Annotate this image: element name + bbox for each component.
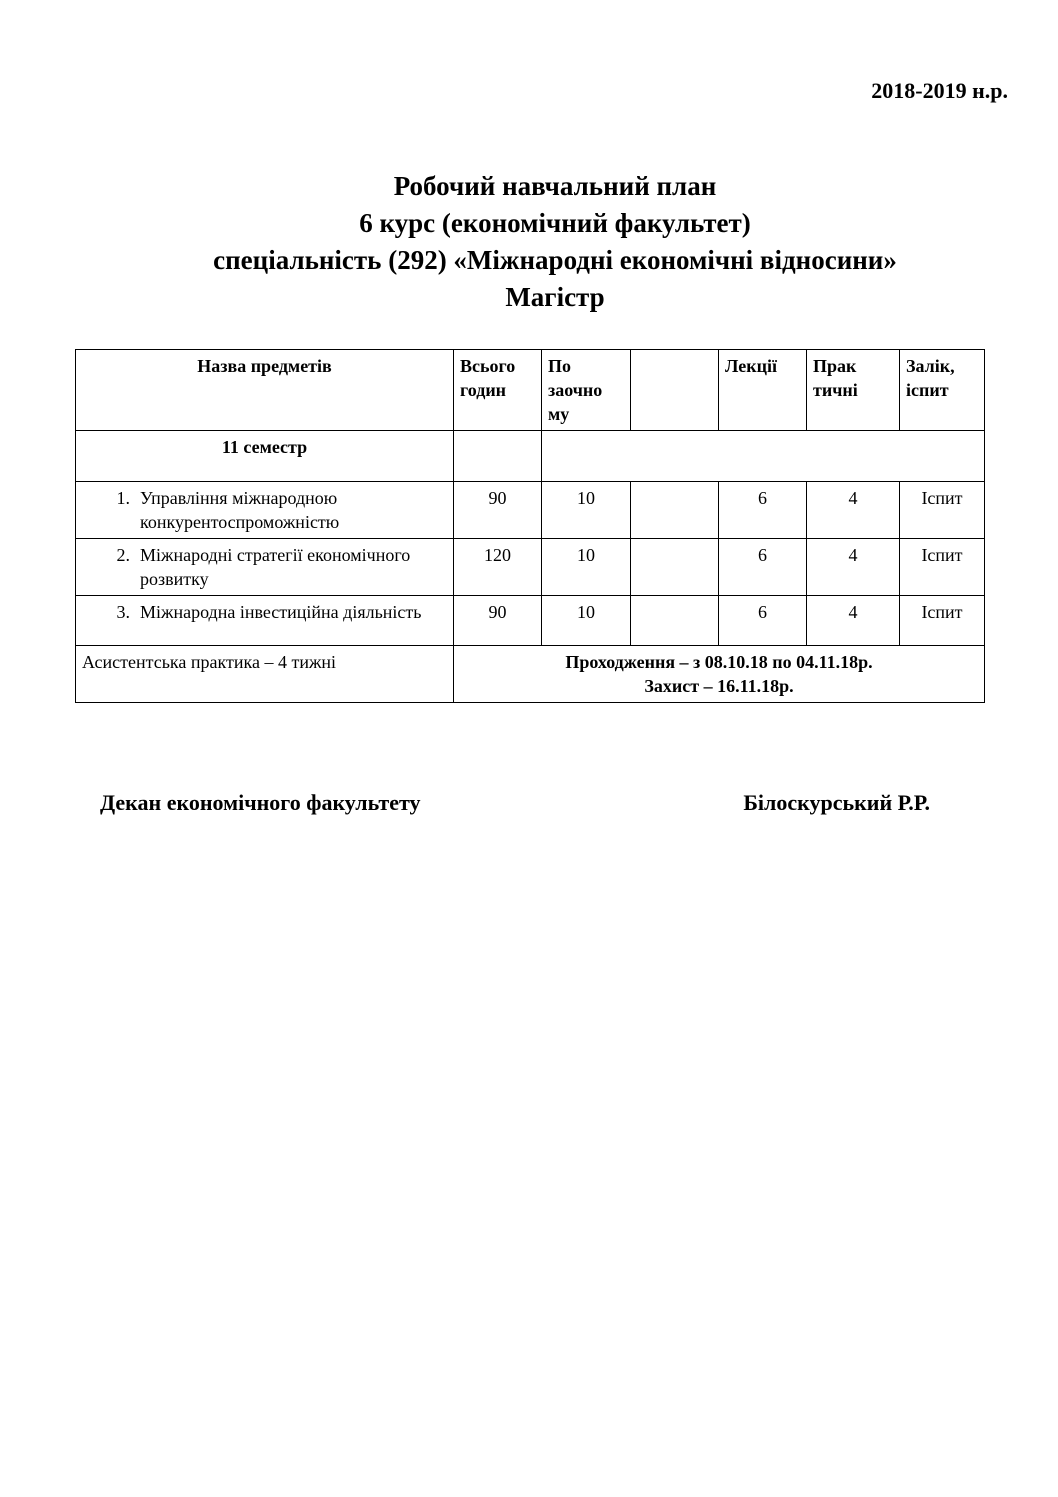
semester-row (76, 431, 985, 482)
lecture-hours: 6 (719, 596, 807, 646)
signature-block (100, 790, 930, 816)
dean-name: Білоскурський Р.Р. (743, 790, 930, 815)
practical-hours: 4 (807, 596, 900, 646)
lecture-hours: 6 (719, 482, 807, 539)
title-line-4: Магістр (505, 282, 605, 312)
blank-cell (631, 482, 719, 539)
practice-defense: Захист – 16.11.18р. (644, 676, 794, 696)
header-extramural: По заочно му (542, 350, 631, 431)
header-name: Назва предметів (76, 350, 454, 431)
subject-number: 3. (116, 602, 130, 622)
total-hours: 90 (454, 596, 542, 646)
practice-label: Асистентська практика – 4 тижні (76, 646, 454, 703)
document-title-block (0, 168, 1058, 316)
subject-number: 2. (116, 545, 130, 565)
subject-name: Управління міжнародною конкурентоспроможністю (140, 488, 340, 532)
extramural-hours: 10 (542, 539, 631, 596)
practice-period: Проходження – з 08.10.18 по 04.11.18р. (565, 652, 873, 672)
assessment-type: Іспит (900, 596, 985, 646)
semester-merged-cell (542, 431, 985, 482)
practical-hours: 4 (807, 539, 900, 596)
table-row (76, 482, 985, 539)
practical-hours: 4 (807, 482, 900, 539)
header-total-hours: Всього годин (454, 350, 542, 431)
blank-cell (631, 596, 719, 646)
practice-row (76, 646, 985, 703)
academic-year: 2018-2019 н.р. (871, 78, 1008, 103)
subject-cell (76, 482, 454, 539)
title-line-2: 6 курс (економічний факультет) (359, 208, 751, 238)
curriculum-table (75, 349, 985, 703)
semester-empty-cell (454, 431, 542, 482)
total-hours: 90 (454, 482, 542, 539)
header-lectures: Лекції (719, 350, 807, 431)
extramural-hours: 10 (542, 596, 631, 646)
header-assessment: Залік, іспит (900, 350, 985, 431)
title-line-3: спеціальність (292) «Міжнародні економічні відносини» (213, 245, 897, 275)
table-row (76, 539, 985, 596)
header-practical: Прак тичні (807, 350, 900, 431)
total-hours: 120 (454, 539, 542, 596)
subject-cell (76, 596, 454, 646)
table-header-row (76, 350, 985, 431)
semester-label: 11 семестр (76, 431, 454, 482)
subject-name: Міжнародні стратегії економічного розвитку (140, 545, 411, 589)
practice-schedule (454, 646, 985, 703)
table-row (76, 596, 985, 646)
subject-name: Міжнародна інвестиційна діяльність (140, 602, 422, 622)
blank-cell (631, 539, 719, 596)
subject-number: 1. (116, 488, 130, 508)
subject-cell (76, 539, 454, 596)
title-line-1: Робочий навчальний план (393, 171, 717, 201)
extramural-hours: 10 (542, 482, 631, 539)
assessment-type: Іспит (900, 482, 985, 539)
header-blank (631, 350, 719, 431)
assessment-type: Іспит (900, 539, 985, 596)
lecture-hours: 6 (719, 539, 807, 596)
dean-position: Декан економічного факультету (100, 790, 421, 815)
